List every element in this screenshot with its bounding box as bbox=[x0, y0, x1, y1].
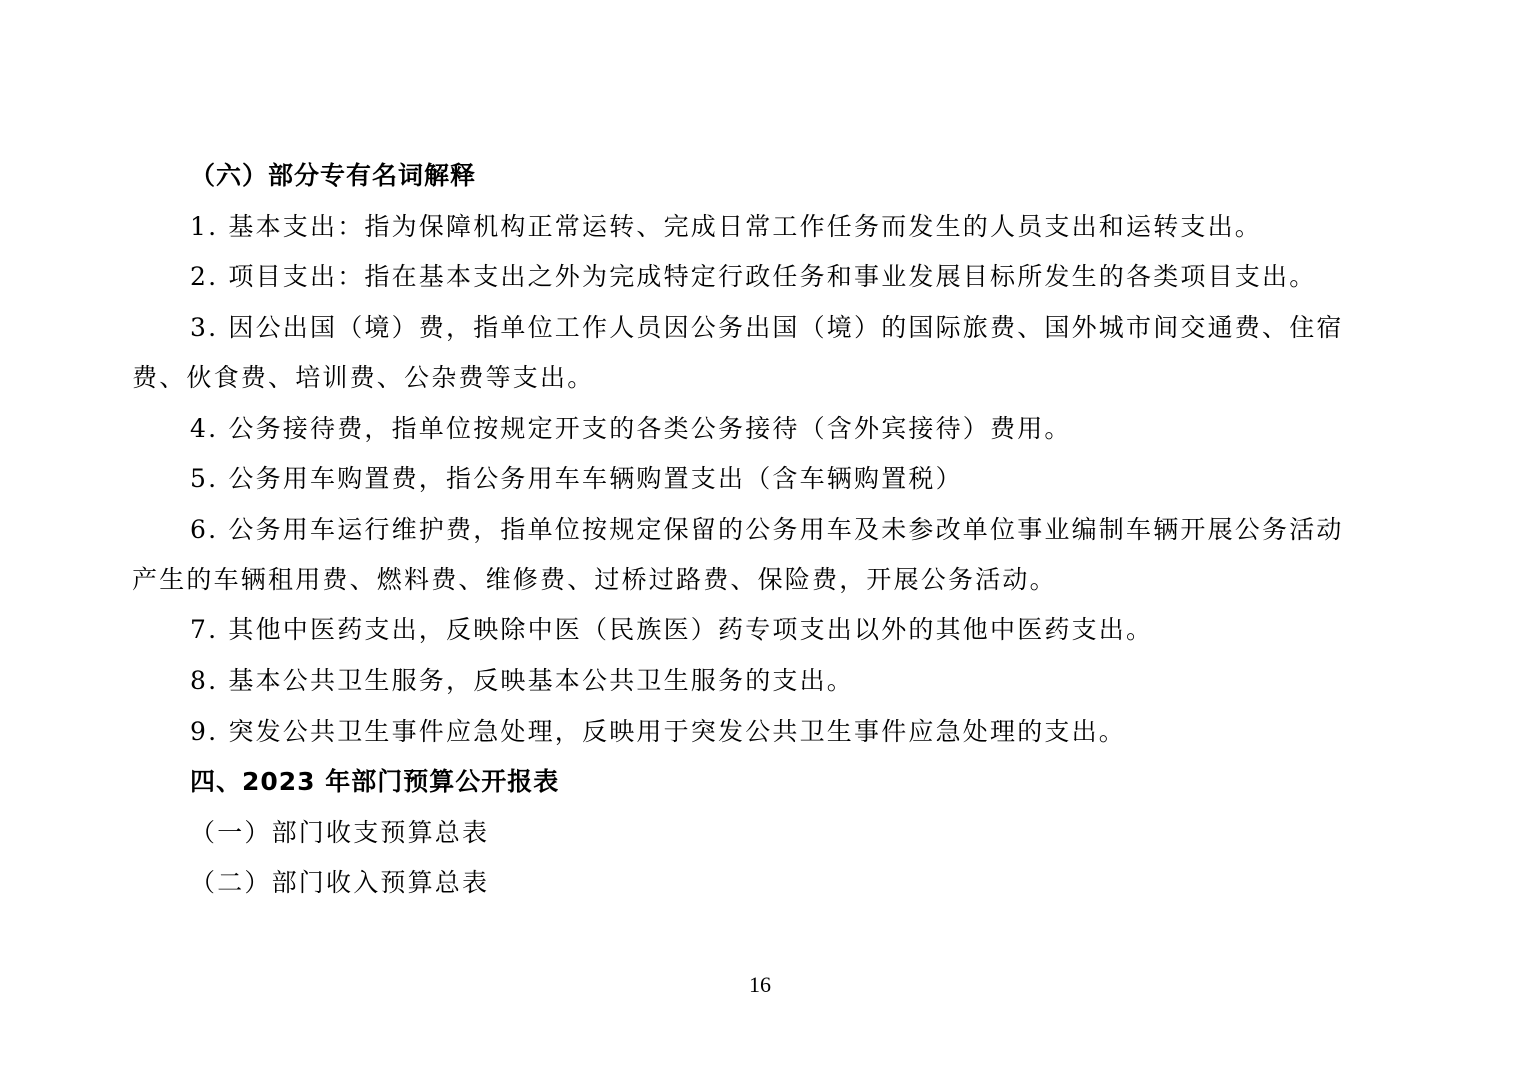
table-link-income: （二）部门收入预算总表 bbox=[190, 868, 490, 897]
definition-item-3-line-2: 费、伙食费、培训费、公杂费等支出。 bbox=[132, 363, 595, 392]
section-heading: （六）部分专有名词解释 bbox=[190, 161, 477, 190]
definition-item-9: 9. 突发公共卫生事件应急处理，反映用于突发公共卫生事件应急处理的支出。 bbox=[190, 717, 1127, 746]
table-link-income-expense: （一）部门收支预算总表 bbox=[190, 818, 490, 847]
definition-item-5: 5. 公务用车购置费，指公务用车车辆购置支出（含车辆购置税） bbox=[190, 464, 963, 493]
part-heading: 四、2023 年部门预算公开报表 bbox=[190, 767, 560, 796]
definition-item-4: 4. 公务接待费，指单位按规定开支的各类公务接待（含外宾接待）费用。 bbox=[190, 414, 1072, 443]
definition-item-6-line-1: 6. 公务用车运行维护费，指单位按规定保留的公务用车及未参改单位事业编制车辆开展公务活动 bbox=[190, 515, 1344, 544]
definition-item-3-line-1: 3. 因公出国（境）费，指单位工作人员因公务出国（境）的国际旅费、国外城市间交通费、住宿 bbox=[190, 313, 1344, 342]
definition-item-2: 2. 项目支出：指在基本支出之外为完成特定行政任务和事业发展目标所发生的各类项目支出。 bbox=[190, 262, 1317, 291]
definition-item-7: 7. 其他中医药支出，反映除中医（民族医）药专项支出以外的其他中医药支出。 bbox=[190, 615, 1154, 644]
page-number: 16 bbox=[749, 972, 771, 997]
definition-item-6-line-2: 产生的车辆租用费、燃料费、维修费、过桥过路费、保险费，开展公务活动。 bbox=[132, 565, 1057, 594]
definition-item-1: 1. 基本支出：指为保障机构正常运转、完成日常工作任务而发生的人员支出和运转支出。 bbox=[190, 212, 1263, 241]
definition-item-8: 8. 基本公共卫生服务，反映基本公共卫生服务的支出。 bbox=[190, 666, 855, 695]
